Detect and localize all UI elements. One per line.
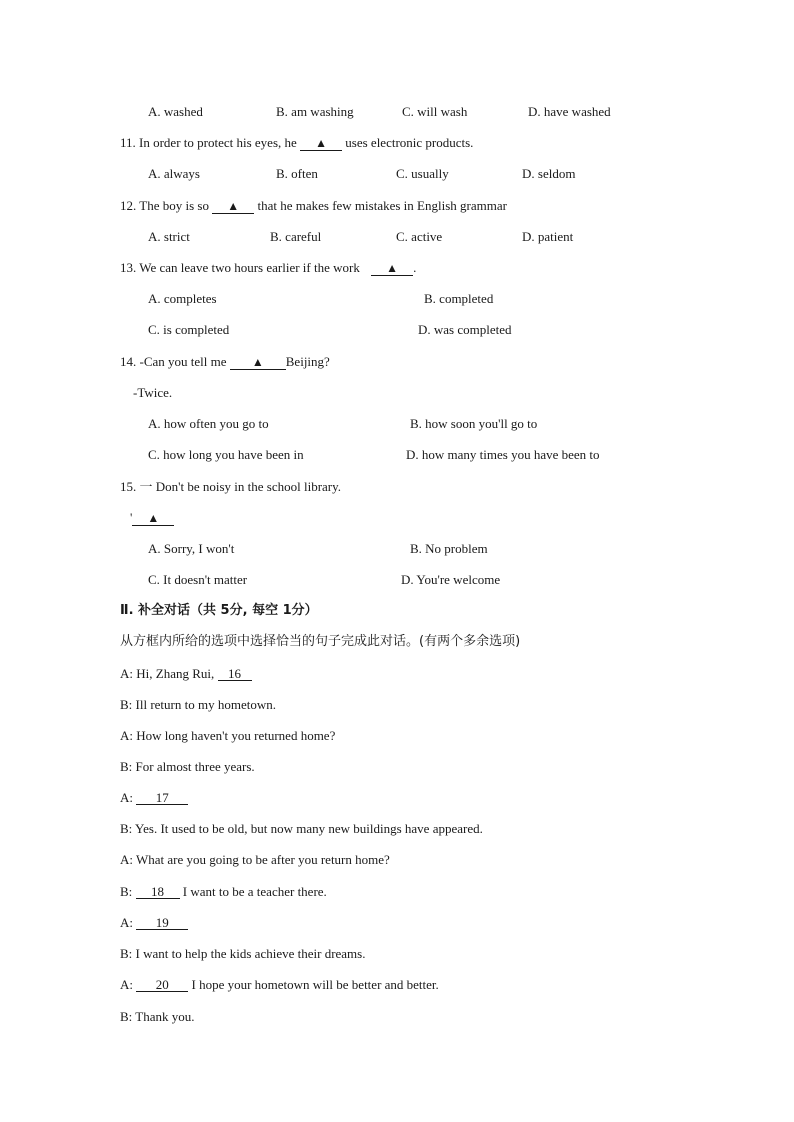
q15-option-c: C. It doesn't matter [148,572,248,587]
blank-16: 16 [218,667,252,681]
q15-blank [132,511,174,526]
q13-option-c: C. is completed [148,322,230,337]
dialogue-line-8-text: I want to be a teacher there. [182,884,327,899]
q14-text-post: Beijing? [285,354,330,369]
dialogue-line-1-text: A: Hi, Zhang Rui, [120,666,215,681]
section2-instruction: 从方框内所给的选项中选择恰当的句子完成此对话。(有两个多余选项) [120,634,521,649]
blank-17: 17 [136,791,188,805]
dialogue-line-7: A: What are you going to be after you return home? [120,852,390,867]
section2-title: Ⅱ. 补全对话（共 5分, 每空 1分） [120,603,318,618]
dialogue-line-1 [120,666,252,682]
q12-blank-marker: ▲ [227,199,240,213]
dialogue-line-3: A: How long haven't you returned home? [120,728,336,743]
q11-text-post: uses electronic products. [345,135,474,150]
dialogue-line-5-speaker: A: [120,790,133,805]
q11-option-a: A. always [148,166,200,181]
q12-stem [120,198,507,214]
q14-option-d: D. how many times you have been to [406,447,600,462]
q15-blank-marker: ▲ [147,511,160,525]
q12-option-d: D. patient [522,229,574,244]
dialogue-line-5 [120,790,188,806]
q14-text-pre: 14. -Can you tell me [120,354,227,369]
q11-option-b: B. often [276,166,318,181]
q13-text-post: . [413,260,417,275]
q14-blank [230,355,286,370]
dialogue-line-11-text: I hope your hometown will be better and better. [191,977,439,992]
q13-option-b: B. completed [424,291,494,306]
q10-option-d: D. have washed [528,104,611,119]
q12-text-pre: 12. The boy is so [120,198,209,213]
q11-option-d: D. seldom [522,166,576,181]
q14-stem [120,354,330,370]
q10-option-a: A. washed [148,104,203,119]
q13-blank [371,261,413,276]
q13-text-pre: 13. We can leave two hours earlier if the work [120,260,360,275]
q13-blank-marker: ▲ [386,261,399,275]
q10-option-c: C. will wash [402,104,468,119]
q13-option-a: A. completes [148,291,217,306]
blank-18: 18 [136,885,180,899]
q14-option-b: B. how soon you'll go to [410,416,538,431]
q14-answer: -Twice. [133,385,173,400]
dialogue-line-11-speaker: A: [120,977,133,992]
q14-option-c: C. how long you have been in [148,447,304,462]
dialogue-line-10: B: I want to help the kids achieve their dreams. [120,946,366,961]
q15-option-d: D. You're welcome [401,572,501,587]
dialogue-line-11 [120,977,439,993]
q12-option-b: B. careful [270,229,322,244]
q15-option-a: A. Sorry, I won't [148,541,235,556]
blank-19: 19 [136,916,188,930]
q11-stem [120,135,473,151]
q14-option-a: A. how often you go to [148,416,269,431]
dialogue-line-9-speaker: A: [120,915,133,930]
q15-lead-mark: ' [130,510,133,525]
q15-stem: 15. 一 Don't be noisy in the school library. [120,479,342,494]
dialogue-line-12: B: Thank you. [120,1009,195,1024]
q12-option-a: A. strict [148,229,190,244]
q15-response-line [130,510,174,526]
q12-text-post: that he makes few mistakes in English grammar [257,198,507,213]
q14-blank-marker: ▲ [251,355,264,369]
q15-option-b: B. No problem [410,541,488,556]
q12-option-c: C. active [396,229,443,244]
q13-option-d: D. was completed [418,322,512,337]
q11-blank [300,136,342,151]
q10-option-b: B. am washing [276,104,354,119]
q11-option-c: C. usually [396,166,449,181]
q11-text-pre: 11. In order to protect his eyes, he [120,135,297,150]
dialogue-line-9 [120,915,188,931]
q11-blank-marker: ▲ [315,136,327,150]
dialogue-line-6: B: Yes. It used to be old, but now many new buildings have appeared. [120,821,483,836]
dialogue-line-8-speaker: B: [120,884,133,899]
q12-blank [212,199,254,214]
dialogue-line-2: B: Ill return to my hometown. [120,697,276,712]
q13-stem [120,260,416,276]
dialogue-line-8 [120,884,327,900]
dialogue-line-4: B: For almost three years. [120,759,255,774]
blank-20: 20 [136,978,188,992]
